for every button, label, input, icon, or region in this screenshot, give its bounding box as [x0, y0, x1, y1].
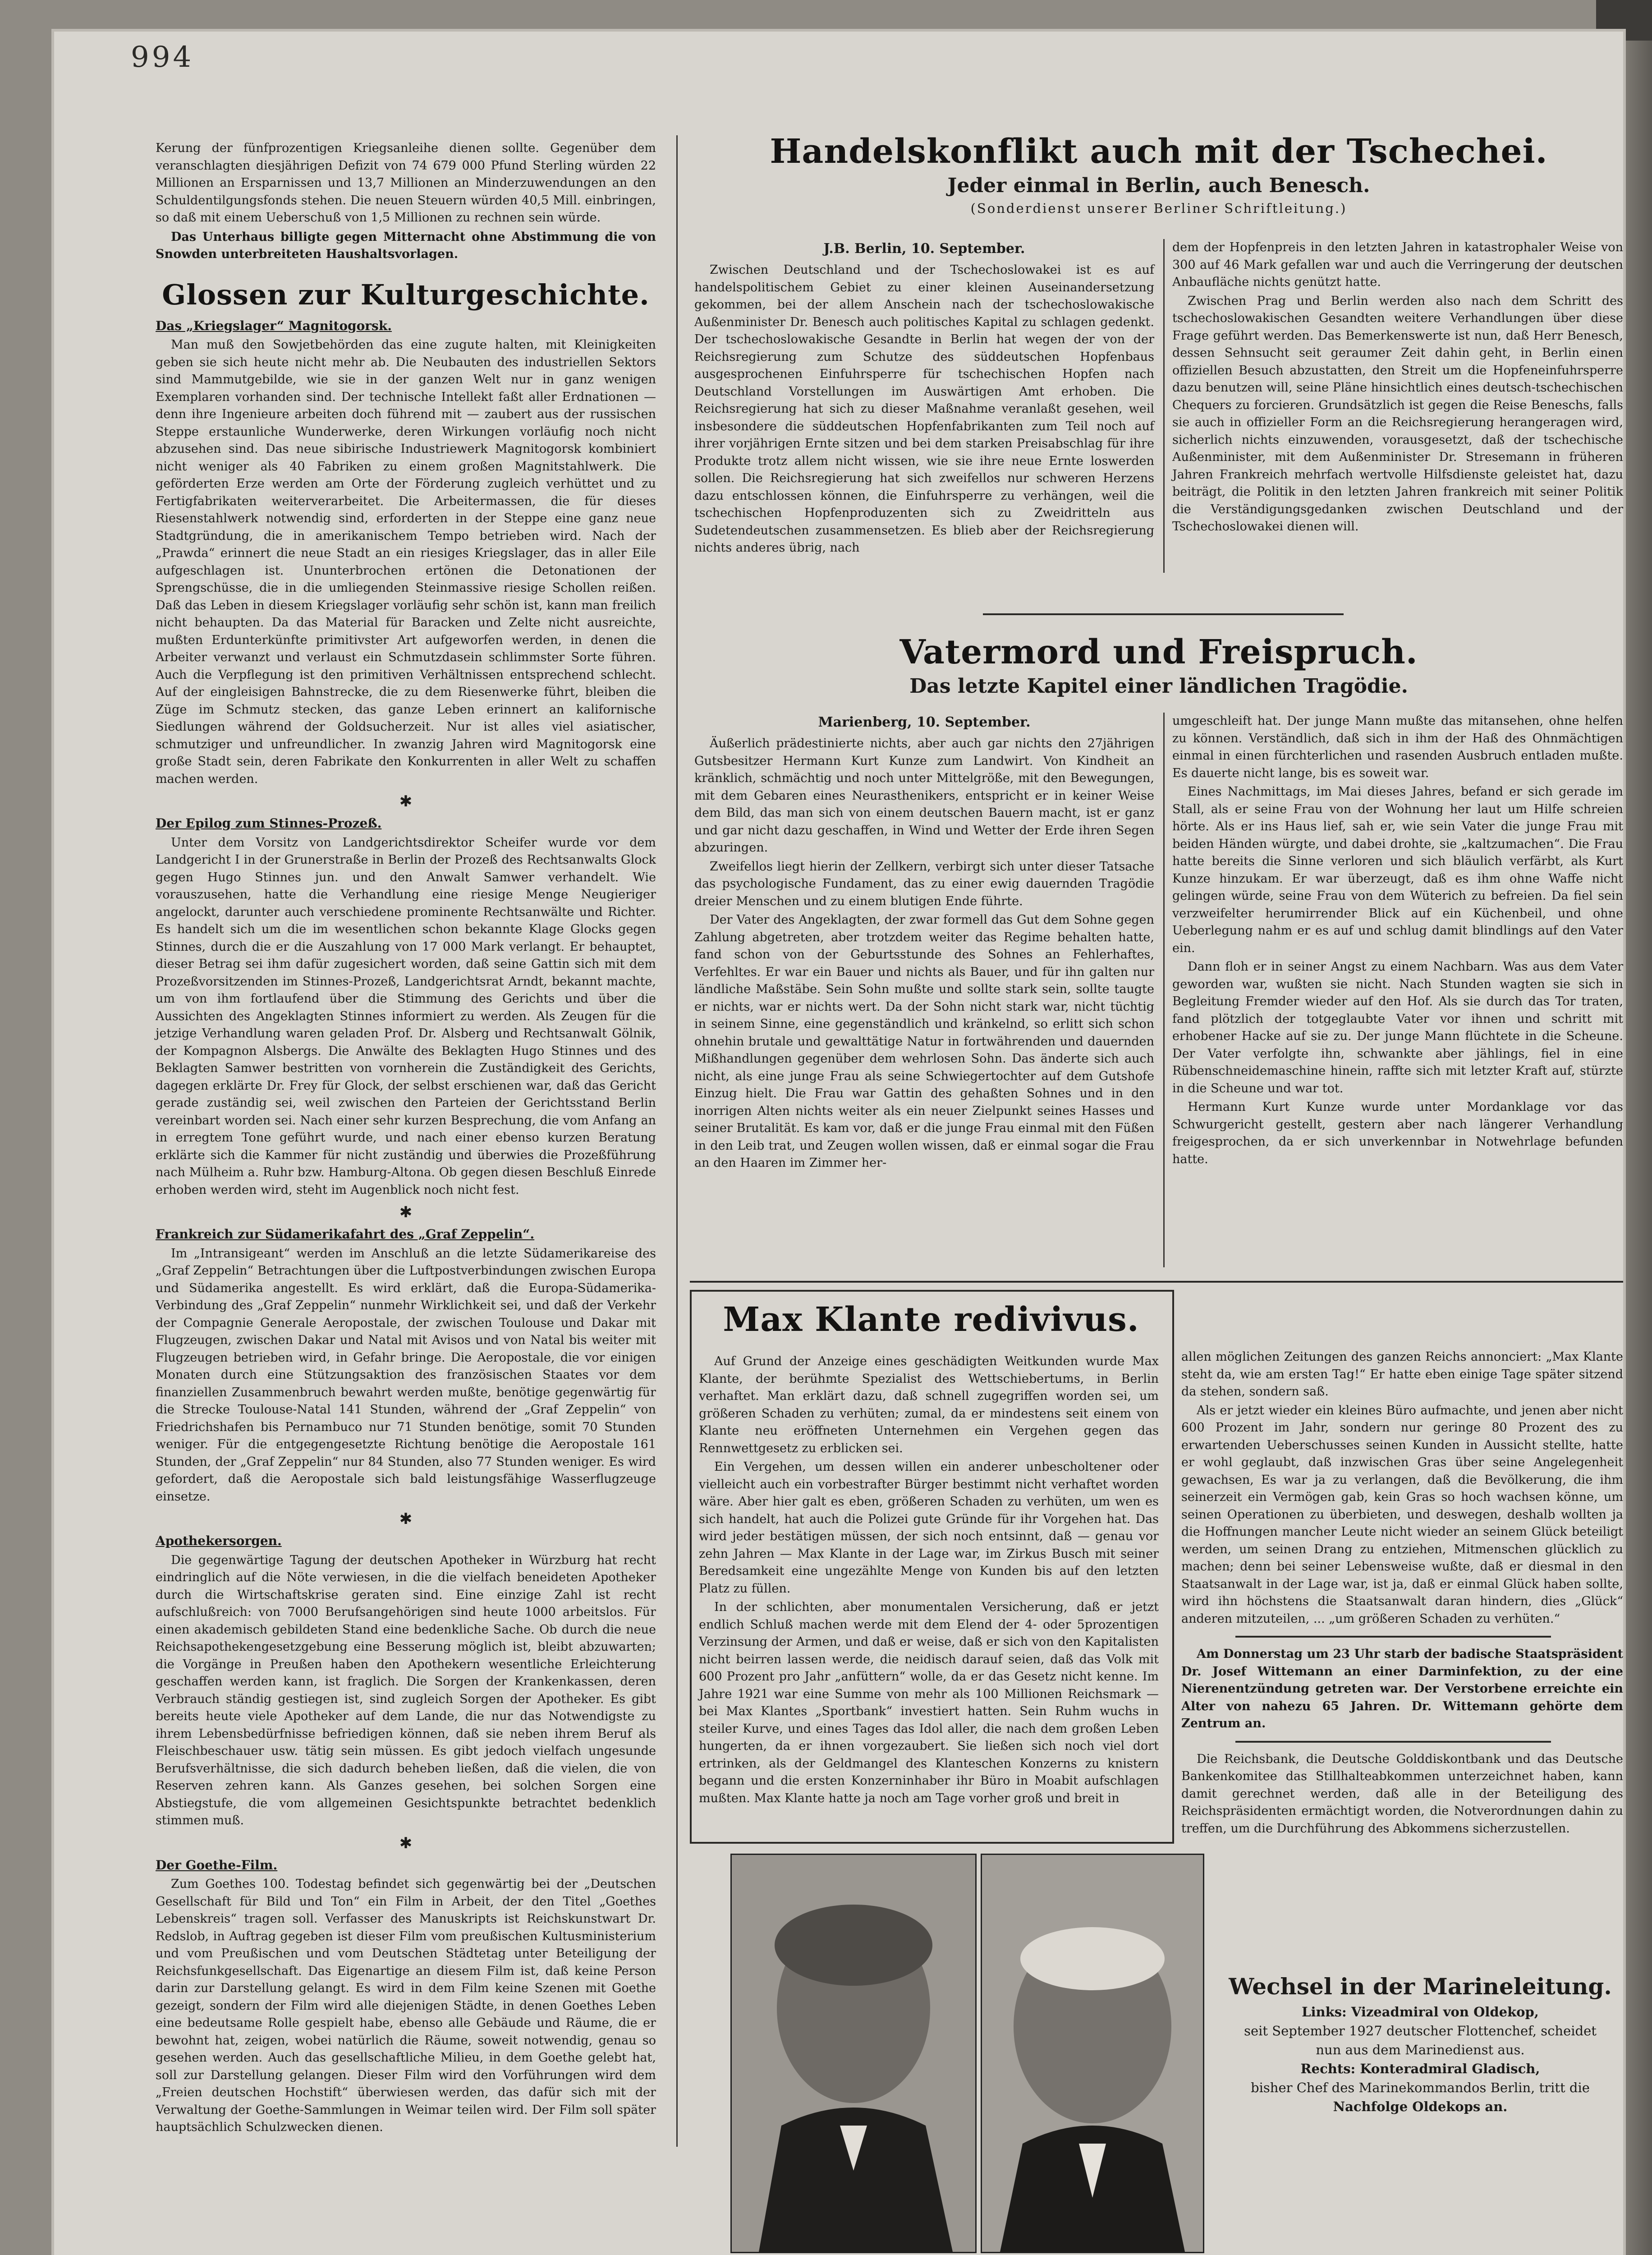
- article-klante: [694, 1299, 1168, 1340]
- article-note: (Sonderdienst unserer Berliner Schriftleitung.): [970, 201, 1347, 216]
- article-text: dem der Hopfenpreis in den letzten Jahren in katastrophaler Weise von 300 auf 46 Mark gefallen war und auch die Verringerung der deutschen Anbaufläche nichts genützt hatte.: [1172, 240, 1623, 289]
- separator-star-icon: ✱: [399, 1203, 413, 1221]
- article-text: Als er jetzt wieder ein kleines Büro aufmachte, und jenen aber nicht 600 Prozent im Jahr, sondern nur geringe 80 Prozent des zu erwartenden Ueberschusses seinen Kunden in Aussicht stellte, hatte er wohl geglaubt, daß inzwischen Gras über seine Angelegenheit gewachsen, Es war ja zu verlangen, daß die Bevölkerung, die ihm seinerzeit ein Vermögen gab, kein Gras so hoch wachsen könne, um seinen Operationen zu überbieten, und deswegen, deshalb wollten ja die Hoffnungen mancher Leute nicht wieder an seinem Glück beteiligt werden, um seinen Drang zu entziehen, Mitmenschen glücklich zu machen; denn bei seiner Lebensweise wußte, daß er diesmal in den Staatsanwalt in der Lage war, ist ja, daß er einmal Glück haben sollte, wird ihn höchstens die Staatsanwalt daran hindern, dies „Glück“ anderen mitzuteilen, ... „um größeren Schaden zu verhüten.“: [1181, 1403, 1623, 1626]
- column-rule: [1163, 713, 1165, 1267]
- caption-title: Wechsel in der Marineleitung.: [1229, 1973, 1612, 2000]
- article-subheadline: Jeder einmal in Berlin, auch Benesch.: [947, 174, 1370, 197]
- section-text: Die gegenwärtige Tagung der deutschen Apotheker in Würzburg hat recht eindringlich auf die Nöte verwiesen, in die die vielfach beneideten Apotheker durch die Wirtschaftskrise geraten sind. Eine einzige Zahl ist recht aufschlußreich: von 7000 Berufsangehörigen sind heute 1000 arbeitslos. Für einen akademisch gebildeten Stand eine bedenkliche Sache. Ob durch die neue Reichsapothekengesetzgebung eine Besserung möglich ist, bleibt abzuwarten; die Vorgänge in Preußen haben den Apothekern wesentliche Erleichterung geschaffen werden kann, ist fraglich. Die Sorgen der Krankenkassen, deren Verbrauch ständig gestiegen ist, sind zugleich Sorgen der Apotheker. Es gibt bereits heute viele Apotheker auf dem Lande, die nur das Notwendigste zu ihrem Lebensbedürfnisse befriedigen können, daß sie neben ihrem Beruf als Fleischbeschauer usw. tätig sein müssen. Es gibt jedoch vielfach ungesunde Berufsverhältnisse, die sich dadurch beheben ließen, daß die vielen, die von Reserven zehren kann. Als Ganzes gesehen, bei solchen Sorgen eine Abstiegstufe, die vom allgemeinen Gesichtspunkte betrachtet bedenklich stimmen muß.: [156, 1553, 656, 1827]
- separator-star-icon: ✱: [399, 1834, 413, 1852]
- page-edge-shadow: [1623, 0, 1652, 2255]
- article-text: Zwischen Prag und Berlin werden also nach dem Schritt des tschechoslowakischen Gesandten weitere Verhandlungen über diese Frage geführt werden. Das Bemerkenswerte ist nun, daß Herr Benesch, dessen Sehnsucht seit geraumer Zeit dahin geht, in Berlin einen offiziellen Besuch abzustatten, den Streit um die Hopfeneinfuhrsperre dazu benutzen will, seine Pläne hinsichtlich eines deutsch-tschechischen Chequers zu forcieren. Grundsätzlich ist gegen die Reise Beneschs, falls sie auch in offizieller Form an die Reichsregierung herangeragen wird, sicherlich nichts einzuwenden, vorausgesetzt, daß der tschechische Außenminister, mit dem Außenminister Dr. Stresemann in früheren Jahren Frankreich mehrfach wertvolle Hilfsdienste geleistet hat, dazu beiträgt, die Politik in den letzten Jahren frankreich mit seiner Politik die Verständigungsgedanken zwischen Deutschland und der Tschechoslowakei dienen will.: [1172, 294, 1623, 534]
- caption-line: Nachfolge Oldekops an.: [1333, 2099, 1508, 2114]
- caption-line: Links: Vizeadmiral von Oldekop,: [1302, 2004, 1539, 2020]
- article-column: [1172, 239, 1623, 537]
- article-text: Äußerlich prädestinierte nichts, aber auch gar nichts den 27jährigen Gutsbesitzer Hermann Kurt Kunze zum Landwirt. Von Kindheit an kränklich, schmächtig und noch unter Mittelgröße, mit den Bewegungen, mit dem Gebaren eines Neurasthenikers, entspricht er in keiner Weise dem Bild, das man sich von einem deutschen Bauern macht, ist er ganz und gar nicht dazu geschaffen, in Wind und Wetter der Erde ihren Segen abzuringen.: [694, 736, 1154, 855]
- portrait-right-image: [982, 1855, 1203, 2252]
- section-title: Frankreich zur Südamerikafahrt des „Graf Zeppelin“.: [156, 1227, 535, 1242]
- article-text: Auf Grund der Anzeige eines geschädigten Weitkunden wurde Max Klante, der berühmte Spezialist des Wettschiebertums, in Berlin verhaftet. Man erklärt dazu, daß schnell zugegriffen worden sei, um größeren Schaden zu verhüten; zumal, da er mindestens seit einem von Klante neu eröffneten Unternehmen ein Vergehen gegen das Rennwettgesetz zu erblicken sei.: [699, 1354, 1159, 1455]
- article-dateline: Marienberg, 10. September.: [818, 714, 1031, 730]
- article-headline: Max Klante redivivus.: [723, 1300, 1139, 1339]
- article-text: Zwischen Deutschland und der Tschechoslowakei ist es auf handelspolitischem Gebiet zu einer kleinen Auseinandersetzung gekommen, bei der allem Anschein nach der tschechoslowakische Außenminister Dr. Benesch auch politisches Kapital zu schlagen gedenkt. Der tschechoslowakische Gesandte in Berlin hat wegen der von der Reichsregierung zum Schutze des süddeutschen Hopfenbaus ausgesprochenen Einfuhrsperre für tschechischen Hopfen nach Deutschland Vorstellungen im Auswärtigen Amt erhoben. Die Reichsregierung hat sich zu dieser Maßnahme veranlaßt gesehen, weil insbesondere die süddeutschen Hopfenfabrikanten zum Teil noch auf ihrer vorjährigen Ernte sitzen und bei dem starken Preisabschlag für ihre Produkte trotz allem nicht wissen, wie sie ihre neue Ernte loswerden sollen. Die Reichsregierung hat sich zweifellos nur schweren Herzens dazu entschlossen können, die Einfuhrsperre zu verhängen, weil die tschechischen Hopfenproduzenten sich zu Zweidritteln aus Sudetendeutschen zusammensetzen. Es blieb aber der Reichsregierung nichts anderes übrig, nach: [694, 263, 1154, 555]
- article-text: In der schlichten, aber monumentalen Versicherung, daß er jetzt endlich Schluß machen werde mit dem Elend der 4- oder 5prozentigen Verzinsung der Armen, und daß er weise, daß er sich von den Kapitalisten nicht beirren lassen werde, die neidisch darauf seien, daß das Volk mit 600 Prozent pro Jahr „anfüttern“ wolle, da er das Gesetz nicht kenne. Im Jahre 1921 war eine Summe von mehr als 100 Millionen Reichsmark — bei Max Klantes „Sportbank“ investiert hatten. Sein Ruhm wuchs in steiler Kurve, und eines Tages das Idol aller, die nach dem großen Leben hungerten, da er ihnen vorgezaubert. Sie ließen sich noch viel dort ertrinken, als der Geldmangel des Klanteschen Konzerns zu knistern begann und die ersten Konzerninhaber ihr Büro in Moabit aufschlagen mußten. Max Klante hatte ja noch am Tage vorher groß und breit in: [699, 1600, 1159, 1805]
- news-notice: Die Reichsbank, die Deutsche Golddiskontbank und das Deutsche Bankenkomitee das Stillhalteabkommen unterzeichnet haben, kann damit gerechnet werden, daß alle in der Beteiligung des Reichspräsidenten ermächtigt worden, die Notverordnungen dahin zu treffen, um die Durchführung des Abkommens sicherzustellen.: [1181, 1752, 1623, 1836]
- left-column: [156, 140, 656, 2138]
- article-text: Eines Nachmittags, im Mai dieses Jahres, befand er sich gerade im Stall, als er seine Frau von der Wohnung her laut um Hilfe schreien hörte. Als er ins Haus lief, sah er, wie sein Vater die junge Frau mit beiden Händen würgte, und dabei drohte, sie „kaltzumachen“. Die Frau hatte bereits die Sinne verloren und sich bläulich verfärbt, als Kurt Kunze hinzukam. Er war überzeugt, daß es ihm ohne Waffe nicht gelingen würde, seine Frau von dem Wüterich zu befreien. Da fiel sein verzweifelter herumirrender Blick auf ein Küchenbeil, und ohne Ueberlegung nahm er es auf und schlug damit blindlings auf den Vater ein.: [1172, 785, 1623, 955]
- section-divider: [983, 613, 1344, 615]
- article-text: Hermann Kurt Kunze wurde unter Mordanklage vor das Schwurgericht gestellt, gestern aber nach längerer Verhandlung freigesprochen, da er sich unverkennbar in Notwehrlage befunden hatte.: [1172, 1100, 1623, 1166]
- article-text: Dann floh er in seiner Angst zu einem Nachbarn. Was aus dem Vater geworden war, wußten sie nicht. Nach Stunden wagten sie sich in Begleitung Fremder wieder auf den Hof. Als sie durch das Tor traten, fand plötzlich der totgeglaubte Vater vor ihnen und schritt mit erhobener Hacke auf sie zu. Der junge Mann flüchtete in die Scheune. Der Vater verfolgte ihn, schwankte aber jählings, fiel in eine Rübenschneidemaschine hinein, raffte sich mit letzter Kraft auf, stürzte in die Scheune und war tot.: [1172, 960, 1623, 1095]
- glossen-headline: Glossen zur Kulturgeschichte.: [162, 278, 650, 311]
- section-text: Unter dem Vorsitz von Landgerichtsdirektor Scheifer wurde vor dem Landgericht I in der Grunerstraße in Berlin der Prozeß des Rechtsanwalts Glock gegen Hugo Stinnes jun. und den Anwalt Samwer verhandelt. Wie vorauszusehen, hatte die Verhandlung eine riesige Menge Neugieriger angelockt, darunter auch verschiedene prominente Rechtsanwälte und Richter. Es handelt sich um die im wesentlichen schon bekannte Klage Glocks gegen Stinnes, durch die er die Auszahlung von 17 000 Mark verlangt. Er behauptet, dieser Betrag sei ihm dafür zugesichert worden, daß seine Gattin sich mit dem Prozeßvorsitzenden im Stinnes-Prozeß, Landgerichtsrat Arndt, bekannt machte, um von ihm fortlaufend über die Stimmung des Gerichts und über die Aussichten des Angeklagten Stinnes informiert zu werden. Als Zeugen für die jetzige Verhandlung waren geladen Prof. Dr. Alsberg und Rechtsanwalt Gölnik, der Kompagnon Alsbergs. Die Anwälte des Beklagten Hugo Stinnes und des Beklagten Samwer bestritten von vornherein die Zuständigkeit des Gerichts, dagegen erklärte Dr. Frey für Glock, der selbst erschienen war, daß das Gericht gerade zuständig sei, weil zwischen den Parteien der Gerichtsstand Berlin vereinbart worden sei. Nach einer sehr kurzen Besprechung, die vom Anfang an in erregtem Tone geführt wurde, und nach einer ebenso kurzen Beratung erklärte sich die Kammer für nicht zuständig und überwies die Prozeßführung nach Mülheim a. Ruhr bzw. Hamburg-Altona. Ob gegen diesen Beschluß Einrede erhoben werden wird, steht im Augenblick noch nicht fest.: [156, 835, 656, 1197]
- section-title: Der Epilog zum Stinnes-Prozeß.: [156, 816, 382, 831]
- section-divider: [1235, 1741, 1551, 1743]
- article-vatermord: [694, 631, 1623, 700]
- section-title: Der Goethe-Film.: [156, 1857, 278, 1873]
- section-text: Zum Goethes 100. Todestag befindet sich gegenwärtig bei der „Deutschen Gesellschaft für Bild und Ton“ ein Film in Arbeit, der den Titel „Goethes Lebenskreis“ tragen soll. Verfasser des Manuskripts ist Reichskunstwart Dr. Redslob, in Auftrag gegeben ist dieser Film vom preußischen Kultusministerium und vom Preußischen und vom Deutschen Städtetag unter Beteiligung der Reichsfunkgesellschaft. Das Eigenartige an diesem Film ist, daß keine Person darin zur Darstellung gelangt. Es wird in dem Film keine Szenen mit Goethe gezeigt, sondern der Film wird alle diejenigen Städte, in denen Goethes Leben eine bedeutsame Rolle gespielt habe, ebenso alle Gebäude und Räume, die er bewohnt hat, zeigen, wobei natürlich die Räume, soweit notwendig, genau so gesehen werden. Auch das gesellschaftliche Milieu, in dem Goethe gelebt hat, soll zur Darstellung gelangen. Dieser Film wird den Vorführungen wird dem „Freien deutschen Hochstift“ überwiesen werden, das dafür sich mit der Verwaltung der Goethe-Sammlungen in Weimar teilen wird. Der Film soll später hauptsächlich Schulzwecken dienen.: [156, 1877, 656, 2134]
- portrait-left-image: [732, 1855, 975, 2252]
- separator-star-icon: ✱: [399, 792, 413, 810]
- article-text: Der Vater des Angeklagten, der zwar formell das Gut dem Sohne gegen Zahlung abgetreten, aber trotzdem weiter das Regime behalten hatte, fand schon von der Geburtsstunde des Sohnes an Fehlerhaftes, Verfehltes. Er war ein Bauer und nichts als Bauer, und für ihn galten nur ländliche Maßstäbe. Sein Sohn mußte und sollte stark sein, sollte taugte er nichts, war er nichts wert. Da der Sohn nicht stark war, nicht tüchtig in seinem Sinne, eine gegenständlich und kränkelnd, so erlitt sich schon ohnehin brutale und gewalttätige Natur in fortwährenden und dauernden Mißhandlungen gegenüber dem wehrlosen Sohn. Das änderte sich auch nicht, als eine junge Frau als seine Schwiegertochter auf dem Gutshofe Einzug hielt. Die Frau war Gattin des gehaßten Sohnes und in den inorrigen Alten nichts weiter als ein neuer Zielpunkt seines Hasses und seiner Brutalität. Es kam vor, daß er die junge Frau einmal mit den Füßen in den Leib trat, und Zeugen wollen wissen, daß er einmal sogar die Frau an den Haaren im Zimmer her-: [694, 913, 1154, 1170]
- caption-line: bisher Chef des Marinekommandos Berlin, tritt die: [1251, 2080, 1590, 2095]
- intro-paragraph: Das Unterhaus billigte gegen Mitternacht ohne Abstimmung die von Snowden unterbreiteten Haushaltsvorlagen.: [156, 230, 656, 261]
- article-subheadline: Das letzte Kapitel einer ländlichen Tragödie.: [909, 675, 1408, 698]
- article-headline: Handelskonflikt auch mit der Tschechei.: [770, 132, 1548, 171]
- caption-line: seit September 1927 deutscher Flottenchef, scheidet: [1244, 2023, 1597, 2039]
- caption-line: Rechts: Konteradmiral Gladisch,: [1300, 2061, 1540, 2076]
- article-column: [1181, 1348, 1623, 1839]
- portrait-photo-oldekop: [730, 1854, 977, 2253]
- section-text: Im „Intransigeant“ werden im Anschluß an die letzte Südamerikareise des „Graf Zeppelin“ Betrachtungen über die Luftpostverbindungen zwischen Europa und Südamerika angestellt. Es wird erklärt, daß die Europa-Südamerika-Verbindung des „Graf Zeppelin“ nunmehr Wirklichkeit sei, und daß der Verkehr der Compagnie Generale Aeropostale, der zwischen Toulouse und Dakar mit Flugzeugen, zwischen Dakar und Natal mit Avisos und von Natal bis weiter mit Flugzeugen betrieben wird, in Gefahr bringe. Die Aeropostale, die vor einigen Monaten durch eine Stützungsaktion des französischen Staates vor dem finanziellen Zusammenbruch bewahrt werden mußte, benötige gegenwärtig für die Strecke Toulouse-Natal 141 Stunden, während der „Graf Zeppelin“ von Friedrichshafen bis Pernambuco nur 71 Stunden benötige, somit 70 Stunden weniger. Für die entgegengesetzte Richtung benötige die Aeropostale 161 Stunden, der „Graf Zeppelin“ nur 84 Stunden, also 77 Stunden weniger. Es wird gefordert, daß die Aeropostale sich bald leistungsfähige Wasserflugzeuge einsetze.: [156, 1246, 656, 1504]
- page-number: 994: [131, 41, 194, 74]
- article-column: [694, 713, 1154, 1174]
- column-rule: [676, 135, 678, 2147]
- intro-paragraph: Kerung der fünfprozentigen Kriegsanleihe dienen sollte. Gegenüber dem veranschlagten diesjährigen Defizit von 74 679 000 Pfund Sterling würden 22 Millionen an Ersparnissen und 13,7 Millionen an Minderzuwendungen an den Schuldentilgungsfonds stehen. Die neuen Steuern würden 40,5 Mill. einbringen, so daß mit einem Ueberschuß von 1,5 Millionen zu rechnen sein würde.: [156, 141, 656, 225]
- article-text: umgeschleift hat. Der junge Mann mußte das mitansehen, ohne helfen zu können. Verständlich, daß sich in ihm der Haß des Ohnmächtigen einmal in einen fürchterlichen und rasenden Ausbruch entladen mußte. Es dauerte nicht lange, bis es soweit war.: [1172, 714, 1623, 780]
- portrait-photo-gladisch: [981, 1854, 1204, 2253]
- news-notice: Am Donnerstag um 23 Uhr starb der badische Staatspräsident Dr. Josef Wittemann an einer Darminfektion, zu der eine Nierenentzündung getreten war. Der Verstorbene erreichte ein Alter von nahezu 65 Jahren. Dr. Wittemann gehörte dem Zentrum an.: [1181, 1647, 1623, 1730]
- article-headline: Vatermord und Freispruch.: [899, 633, 1418, 672]
- section-title: Das „Kriegslager“ Magnitogorsk.: [156, 318, 392, 333]
- section-text: Man muß den Sowjetbehörden das eine zugute halten, mit Kleinigkeiten geben sie sich heute nicht mehr ab. Die Neubauten des industriellen Sektors sind Mammutgebilde, wie sie in der ganzen Welt nur in ganz wenigen Exemplaren vorhanden sind. Der technische Intellekt faßt aller Erdnationen — denn ihre Ingenieure arbeiten doch führend mit — zaubert aus der russischen Steppe erstaunliche Wunderwerke, deren Wirkungen vorläufig noch nicht abzusehen sind. Das neue sibirische Industriewerk Magnitogorsk kombiniert nicht weniger als 40 Fabriken zu einem großen Magnitstahlwerk. Die geförderten Erze werden am Orte der Förderung zugleich verhüttet und zu Fertigfabrikaten weiterverarbeitet. Die Arbeitermassen, die für dieses Riesenstahlwerk notwendig sind, erforderten in der Steppe eine ganz neue Stadtgründung, die in amerikanischem Tempo betrieben wird. Nach der „Prawda“ erinnert die neue Stadt an ein riesiges Kriegslager, das in aller Eile aufgeschlagen ist. Ununterbrochen ertönen die Detonationen der Sprengschüsse, die in die umliegenden Steinmassive riesige Schollen reißen. Daß das Leben in diesem Kriegslager vorläufig sehr schön ist, kann man freilich nicht behaupten. Da das Material für Baracken und Zelte nicht ausreichte, mußten Erdunterkünfte primitivster Art aufgeworfen werden, in denen die Arbeiter verwanzt und verlaust ein Schmutzdasein schlimmster Sorte führen. Auch die Verpflegung ist den primitiven Verhältnissen entsprechend schlecht. Auf der eingleisigen Bahnstrecke, die zu dem Riesenwerke führt, bleiben die Züge im Schmutz stecken, das ganze Leben erinnert an kalifornische Siedlungen während der Goldsucherzeit. Nur ist alles viel asiatischer, schmutziger und unfreundlicher. In zwanzig Jahren wird Magnitogorsk eine große Stadt sein, deren Fabrikate den Konkurrenten in aller Welt zu schaffen machen werden.: [156, 338, 656, 786]
- article-handelskonflikt: [694, 131, 1623, 217]
- article-text: allen möglichen Zeitungen des ganzen Reichs annonciert: „Max Klante steht da, wie am ersten Tag!“ Er hatte eben einige Tage später sitzend da stehen, sondern saß.: [1181, 1350, 1623, 1399]
- section-divider: [1235, 1636, 1551, 1638]
- column-rule: [1163, 239, 1165, 573]
- section-title: Apothekersorgen.: [156, 1533, 282, 1548]
- article-column: [699, 1353, 1159, 1809]
- photo-caption: [1217, 1971, 1623, 2116]
- article-column: [694, 239, 1154, 558]
- article-dateline: J.B. Berlin, 10. September.: [823, 241, 1025, 257]
- section-divider: [690, 1281, 1623, 1283]
- article-text: Ein Vergehen, um dessen willen ein anderer unbescholtener oder vielleicht auch ein vorbestrafter Bürger bestimmt nicht verhaftet worden wäre. Aber hier galt es eben, größeren Schaden zu verhüten, um wen es sich handelt, hat auch die Polizei gute Gründe für ihr Vorgehen hat. Das wird jeder bestätigen müssen, der sich noch entsinnt, daß — genau vor zehn Jahren — Max Klante in der Lage war, im Zirkus Busch mit seiner Beredsamkeit eine ungezählte Menge von Kunden bis auf den letzten Platz zu füllen.: [699, 1460, 1159, 1596]
- caption-line: nun aus dem Marinedienst aus.: [1316, 2042, 1525, 2057]
- article-text: Zweifellos liegt hierin der Zellkern, verbirgt sich unter dieser Tatsache das psychologische Fundament, das zu einer ewig dauernden Tragödie dreier Menschen und zu einem blutigen Ende führte.: [694, 859, 1154, 908]
- article-column: [1172, 713, 1623, 1169]
- separator-star-icon: ✱: [399, 1510, 413, 1528]
